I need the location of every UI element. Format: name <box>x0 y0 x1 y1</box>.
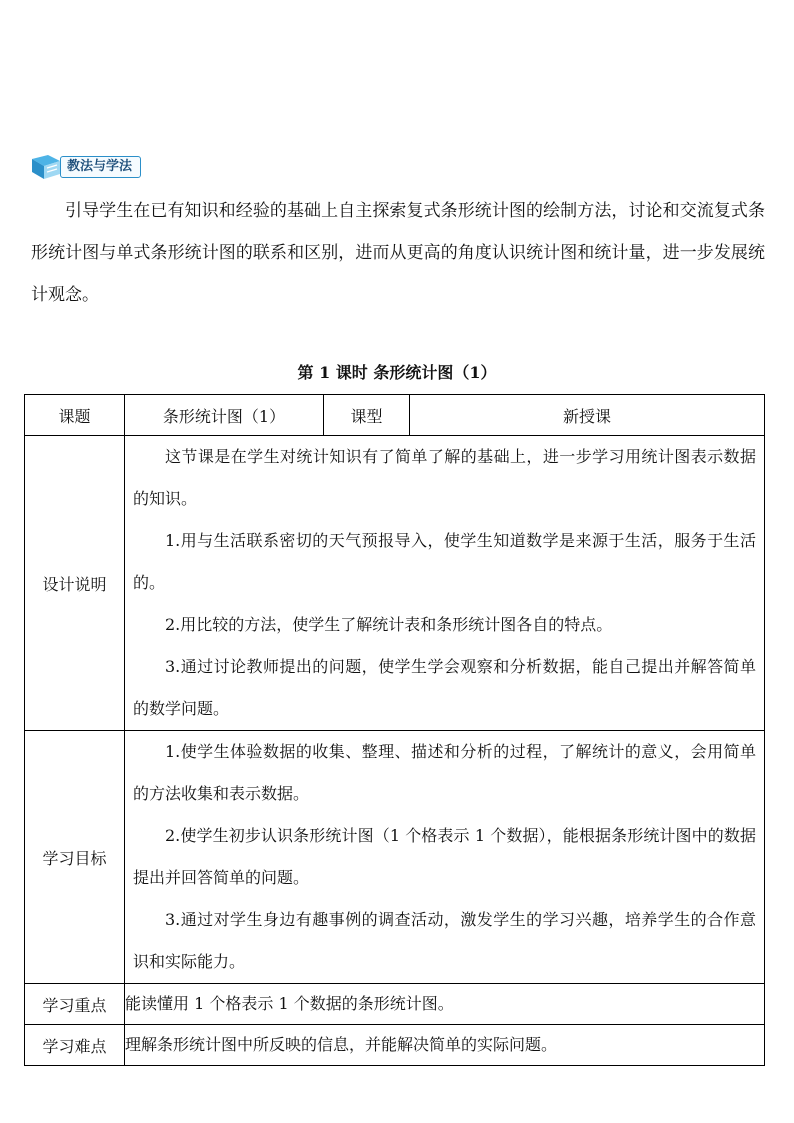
design-content <box>125 436 765 731</box>
difficulty-label: 学习难点 <box>25 1025 125 1066</box>
topic-label: 课题 <box>25 395 125 436</box>
goals-row <box>25 731 765 984</box>
book-icon <box>30 153 64 181</box>
header-row <box>25 395 765 436</box>
key-point-row <box>25 984 765 1025</box>
section-badge <box>30 153 141 181</box>
section-badge-label: 教法与学法 <box>60 156 141 178</box>
topic-value: 条形统计图（1） <box>125 395 324 436</box>
goals-label: 学习目标 <box>25 731 125 984</box>
type-value: 新授课 <box>410 395 765 436</box>
design-paragraph: 这节课是在学生对统计知识有了简单了解的基础上，进一步学习用统计图表示数据的知识。 <box>133 447 756 508</box>
goal-paragraph: 1.使学生体验数据的收集、整理、描述和分析的过程，了解统计的意义，会用简单的方法收集和表示数据。 <box>133 742 756 803</box>
intro-paragraph: 引导学生在已有知识和经验的基础上自主探索复式条形统计图的绘制方法，讨论和交流复式条形统计图与单式条形统计图的联系和区别，进而从更高的角度认识统计图和统计量，进一步发展统计观念。 <box>31 201 765 305</box>
design-paragraph: 3.通过讨论教师提出的问题，使学生学会观察和分析数据，能自己提出并解答简单的数学问题。 <box>133 657 756 718</box>
key-point-label: 学习重点 <box>25 984 125 1025</box>
key-point-value: 能读懂用 1 个格表示 1 个数据的条形统计图。 <box>125 984 765 1025</box>
design-label: 设计说明 <box>25 436 125 731</box>
design-paragraph: 2.用比较的方法，使学生了解统计表和条形统计图各自的特点。 <box>165 615 613 634</box>
difficulty-value: 理解条形统计图中所反映的信息，并能解决简单的实际问题。 <box>125 1025 765 1066</box>
goal-paragraph: 3.通过对学生身边有趣事例的调查活动，激发学生的学习兴趣，培养学生的合作意识和实际能力。 <box>133 910 756 971</box>
goals-content <box>125 731 765 984</box>
design-paragraph: 1.用与生活联系密切的天气预报导入，使学生知道数学是来源于生活，服务于生活的。 <box>133 531 756 592</box>
difficulty-row <box>25 1025 765 1066</box>
type-label: 课型 <box>324 395 410 436</box>
lesson-title: 第 1 课时 条形统计图（1） <box>297 363 497 382</box>
design-row <box>25 436 765 731</box>
goal-paragraph: 2.使学生初步认识条形统计图（1 个格表示 1 个数据），能根据条形统计图中的数据提出并回答简单的问题。 <box>133 826 756 887</box>
lesson-plan-table <box>24 394 765 1066</box>
